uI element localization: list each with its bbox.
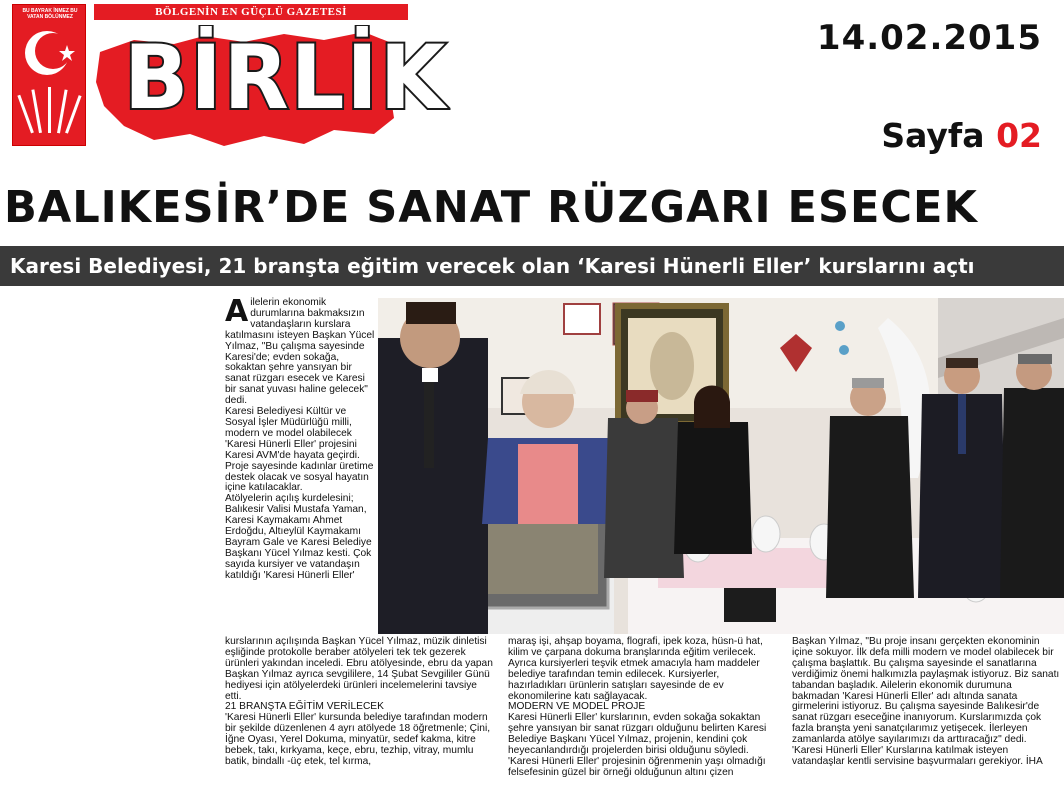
article-column-2 [508,637,780,779]
article-column-3 [792,637,1062,768]
article-paragraph: kurslarının açılışında Başkan Yücel Yılmaz, müzik dinletisi eşliğinde protokolle beraber atölyeleri tek tek gezerek ürünleri yakından inceledi. Ebru atölyesinde, ebru da yapan Başkan Yılmaz ayrıca sevgililere, 14 Şubat Sevgililer Günü hediyesi için atölyelerdeki ürünleri incelemelerini tavsiye etti. [225,636,493,702]
issue-date: 14.02.2015 [816,18,1042,58]
article-column-1-continued [225,637,493,768]
masthead-tagline: BÖLGENİN EN GÜÇLÜ GAZETESİ [94,4,408,20]
section-heading: MODERN VE MODEL PROJE [508,701,646,713]
page-number [881,116,1042,155]
newspaper-logo: BİRLİK [124,26,448,129]
section-heading: 21 BRANŞTA EĞİTİM VERİLECEK [225,701,384,713]
article-paragraph: 'Karesi Hünerli Eller' kursunda belediye tarafından modern bir şekilde düzenlenen 4 ayrı atölyede 18 öğretmenle; Çini, İğne Oyası, Yerel Dokuma, minyatür, sedef kakma, kitre bebek, takı, kırkyama, keçe, ebru, tezhip, vitray, mumlu batik, bindallı -üç etek, tel kırma, [225,712,491,767]
subheadline: Karesi Belediyesi, 21 branşta eğitim verecek olan ‘Karesi Hünerli Eller’ kurslarını açtı [0,246,1064,286]
crescent-emblem [12,4,86,146]
headline: BALIKESİR’DE SANAT RÜZGARI ESECEK [4,182,978,233]
article-column-1 [225,294,375,582]
masthead-motto: BU BAYRAK İNMEZ BU VATAN BÖLÜNMEZ [22,8,78,20]
masthead [12,4,448,154]
article-photo [378,298,1064,634]
article-paragraph: Karesi Hünerli Eller' kurslarının, evden sokağa sokaktan şehre yansıyan bir sanat rüzgarı olduğunu belirten Karesi Belediye Başkanı Yücel Yılmaz, projenin, kendini çok heyecanlandırdığı projelerden birisi olduğunu söyledi. 'Karesi Hünerli Eller' projesinin öğrenmenin yaşı olmadığı felsefesinin güzel bir örneği olduğunun altını çizen [508,712,767,778]
page-label-text: Sayfa [881,116,985,155]
article-paragraph: Başkan Yılmaz, "Bu proje insanı gerçekten ekonominin içine sokuyor. İlk defa milli modern ve model olabilecek bir çalışma başlattık. Bu çalışma sayesinde el sanatlarına verdiğimiz önemi halkımızla paylaşmak istiyoruz. Biz sanatı tabandan başladık. Ailelerin ekonomik durumuna bakmadan 'Karesi Hünerli Eller' adı altında sanata girmelerini istiyoruz. Bu çalışma sayesinde Balıkesir'de sanat rüzgarı eseceğine inanıyorum. Kurslarımızda çok fazla branşta yeni sanatçılarımız yetişecek. İlerleyen zamanlarda atölye sayılarımızı da arttıracağız" dedi. [792,636,1060,746]
article-paragraph: maraş işi, ahşap boyama, flografi, ipek koza, hüsn-ü hat, kilim ve çarpana dokuma branşlarında eğitim verilecek. Ayrıca kursiyerleri teşvik etmek amacıyla ham maddeler belediye tarafından temin edilecek. Kursiyerler, hazırladıkları ürünlerin satışları sayesinde de ev ekonomilerine katı sağlayacak. [508,636,763,702]
article-lead: ilelerin ekonomik durumlarına bakmaksızın vatandaşların kurslara katılmasını isteyen Başkan Yücel Yılmaz, "Bu çalışma sayesinde Karesi'de; evden sokağa, sokaktan şehre yansıyan bir sanat rüzgarı esecek ve Karesi bir sanat yuvası haline gelecek" dedi. [225,297,375,407]
article-paragraph: Atölyelerin açılış kurdelesini; Balıkesir Valisi Mustafa Yaman, Karesi Kaymakamı Ahmet Erdoğdu, Altıeylül Kaymakamı Bayram Gale ve Karesi Belediye Başkanı Yücel Yılmaz kesti. Çok sayıda kursiyer ve vatandaşın katıldığı 'Karesi Hünerli Eller' [225,493,372,581]
article-paragraph: 'Karesi Hünerli Eller' Kurslarına katılmak isteyen vatandaşlar kentli servisine başvurmaları gerekiyor. İHA [792,745,1043,767]
page-number-value: 02 [996,116,1042,155]
drop-cap: A [225,294,249,329]
crescent-star-icon [17,23,83,143]
article-paragraph: Karesi Belediyesi Kültür ve Sosyal İşler Müdürlüğü milli, modern ve model olabilecek 'Karesi Hünerli Eller' projesini Karesi AVM'de hayata geçirdi. Proje sayesinde kadınlar üretime destek olacak ve sosyal hayatın içine katılacaklar. [225,406,374,494]
